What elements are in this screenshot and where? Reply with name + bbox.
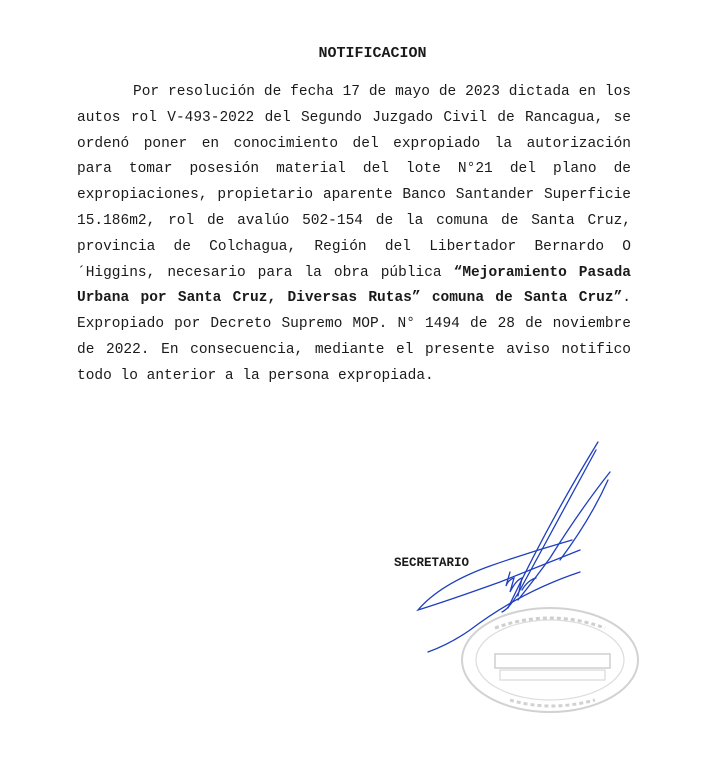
document-title: NOTIFICACION (318, 45, 427, 62)
notification-paragraph (77, 80, 631, 390)
project-name: “Mejoramiento Pasada Urbana por Santa Cruz, Diversas Rutas” comuna de Santa Cruz” (77, 264, 631, 307)
handwritten-signature (410, 440, 620, 655)
signer-label: SECRETARIO (394, 556, 470, 570)
paragraph-text-part2: . Expropiado por Decreto Supremo MOP. N° 1494 de 28 de noviembre de 2022. En consecuencia, mediante el presente aviso notifico todo lo anterior a la persona expropiada. (77, 290, 631, 384)
paragraph-text-part1: Por resolución de fecha 17 de mayo de 2023 dictada en los autos rol V-493-2022 del Segundo Juzgado Civil de Rancagua, se ordenó poner en conocimiento del expropiado la autorización para tomar posesión material del lote N°21 del plano de expropiaciones, propietario aparente Banco Santander Superficie 15.186m2, rol de avalúo 502-154 de la comuna de Santa Cruz, provincia de Colchagua, Región del Libertador Bernardo O´Higgins, necesario para la obra pública (77, 84, 631, 281)
